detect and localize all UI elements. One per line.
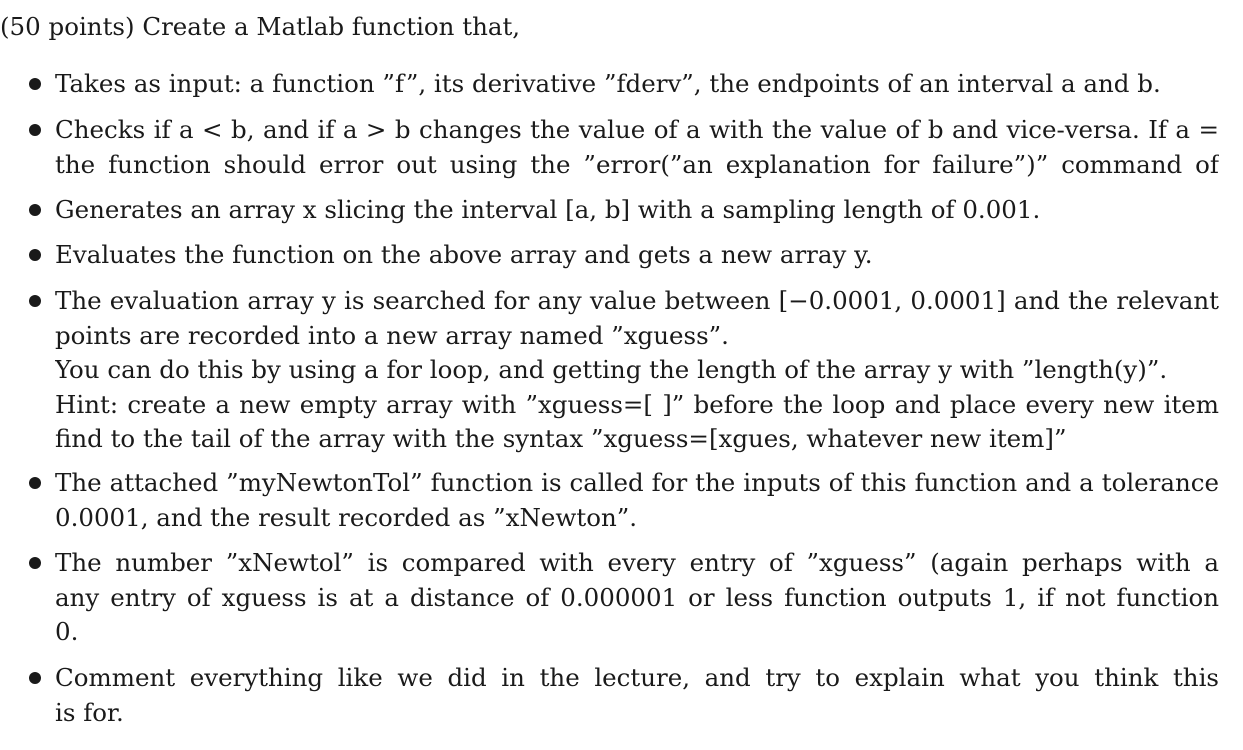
list-item: [55, 546, 1219, 650]
bullet-icon: [29, 204, 41, 216]
list-item-line: Generates an array x slicing the interval [a, b] with a sampling length of 0.001.: [55, 195, 1041, 224]
bullet-icon: [29, 477, 41, 489]
list-item: [55, 661, 1219, 730]
list-item: [55, 113, 1219, 182]
list-item: [55, 238, 1219, 273]
list-item-line: Comment everything like we did in the lecture, and try to explain what you think this: [55, 663, 1219, 692]
list-item-line: Checks if a < b, and if a > b changes the value of a with the value of b and vice-versa. If a =: [55, 115, 1219, 144]
list-item: [55, 67, 1219, 102]
list-item-line: the function should error out using the ”error(”an explanation for failure”)” command of: [55, 149, 1219, 179]
list-item-line: You can do this by using a for loop, and getting the length of the array y with ”length(y)”.: [55, 355, 1168, 384]
bullet-icon: [29, 557, 41, 569]
list-item-line: The evaluation array y is searched for any value between [−0.0001, 0.0001] and the relevant: [55, 286, 1219, 315]
bullet-icon: [29, 249, 41, 261]
list-item-line: any entry of xguess is at a distance of 0.000001 or less function outputs 1, if not function: [55, 582, 1219, 612]
list-item-line: Evaluates the function on the above array and gets a new array y.: [55, 240, 873, 269]
bullet-icon: [29, 672, 41, 684]
list-item-line: Hint: create a new empty array with ”xguess=[ ]” before the loop and place every new item: [55, 389, 1219, 419]
question-heading: (50 points) Create a Matlab function that,: [0, 12, 521, 41]
list-item-line: 0.0001, and the result recorded as ”xNewton”.: [55, 502, 638, 532]
list-item-line: is for.: [55, 697, 124, 727]
bullet-icon: [29, 295, 41, 307]
list-item-line: The number ”xNewtol” is compared with every entry of ”xguess” (again perhaps with a: [55, 548, 1219, 577]
list-item: [55, 466, 1219, 535]
list-item-line: points are recorded into a new array named ”xguess”.: [55, 320, 729, 350]
list-item-line: The attached ”myNewtonTol” function is called for the inputs of this function and a tolerance: [55, 468, 1219, 497]
bullet-icon: [29, 78, 41, 90]
list-item-line: Takes as input: a function ”f”, its derivative ”fderv”, the endpoints of an interval a and b.: [55, 69, 1161, 98]
bullet-icon: [29, 124, 41, 136]
list-item-line: find to the tail of the array with the syntax ”xguess=[xgues, whatever new item]”: [55, 424, 1067, 453]
list-item: [55, 284, 1219, 457]
list-item-line: 0.: [55, 617, 79, 646]
list-item: [55, 193, 1219, 228]
